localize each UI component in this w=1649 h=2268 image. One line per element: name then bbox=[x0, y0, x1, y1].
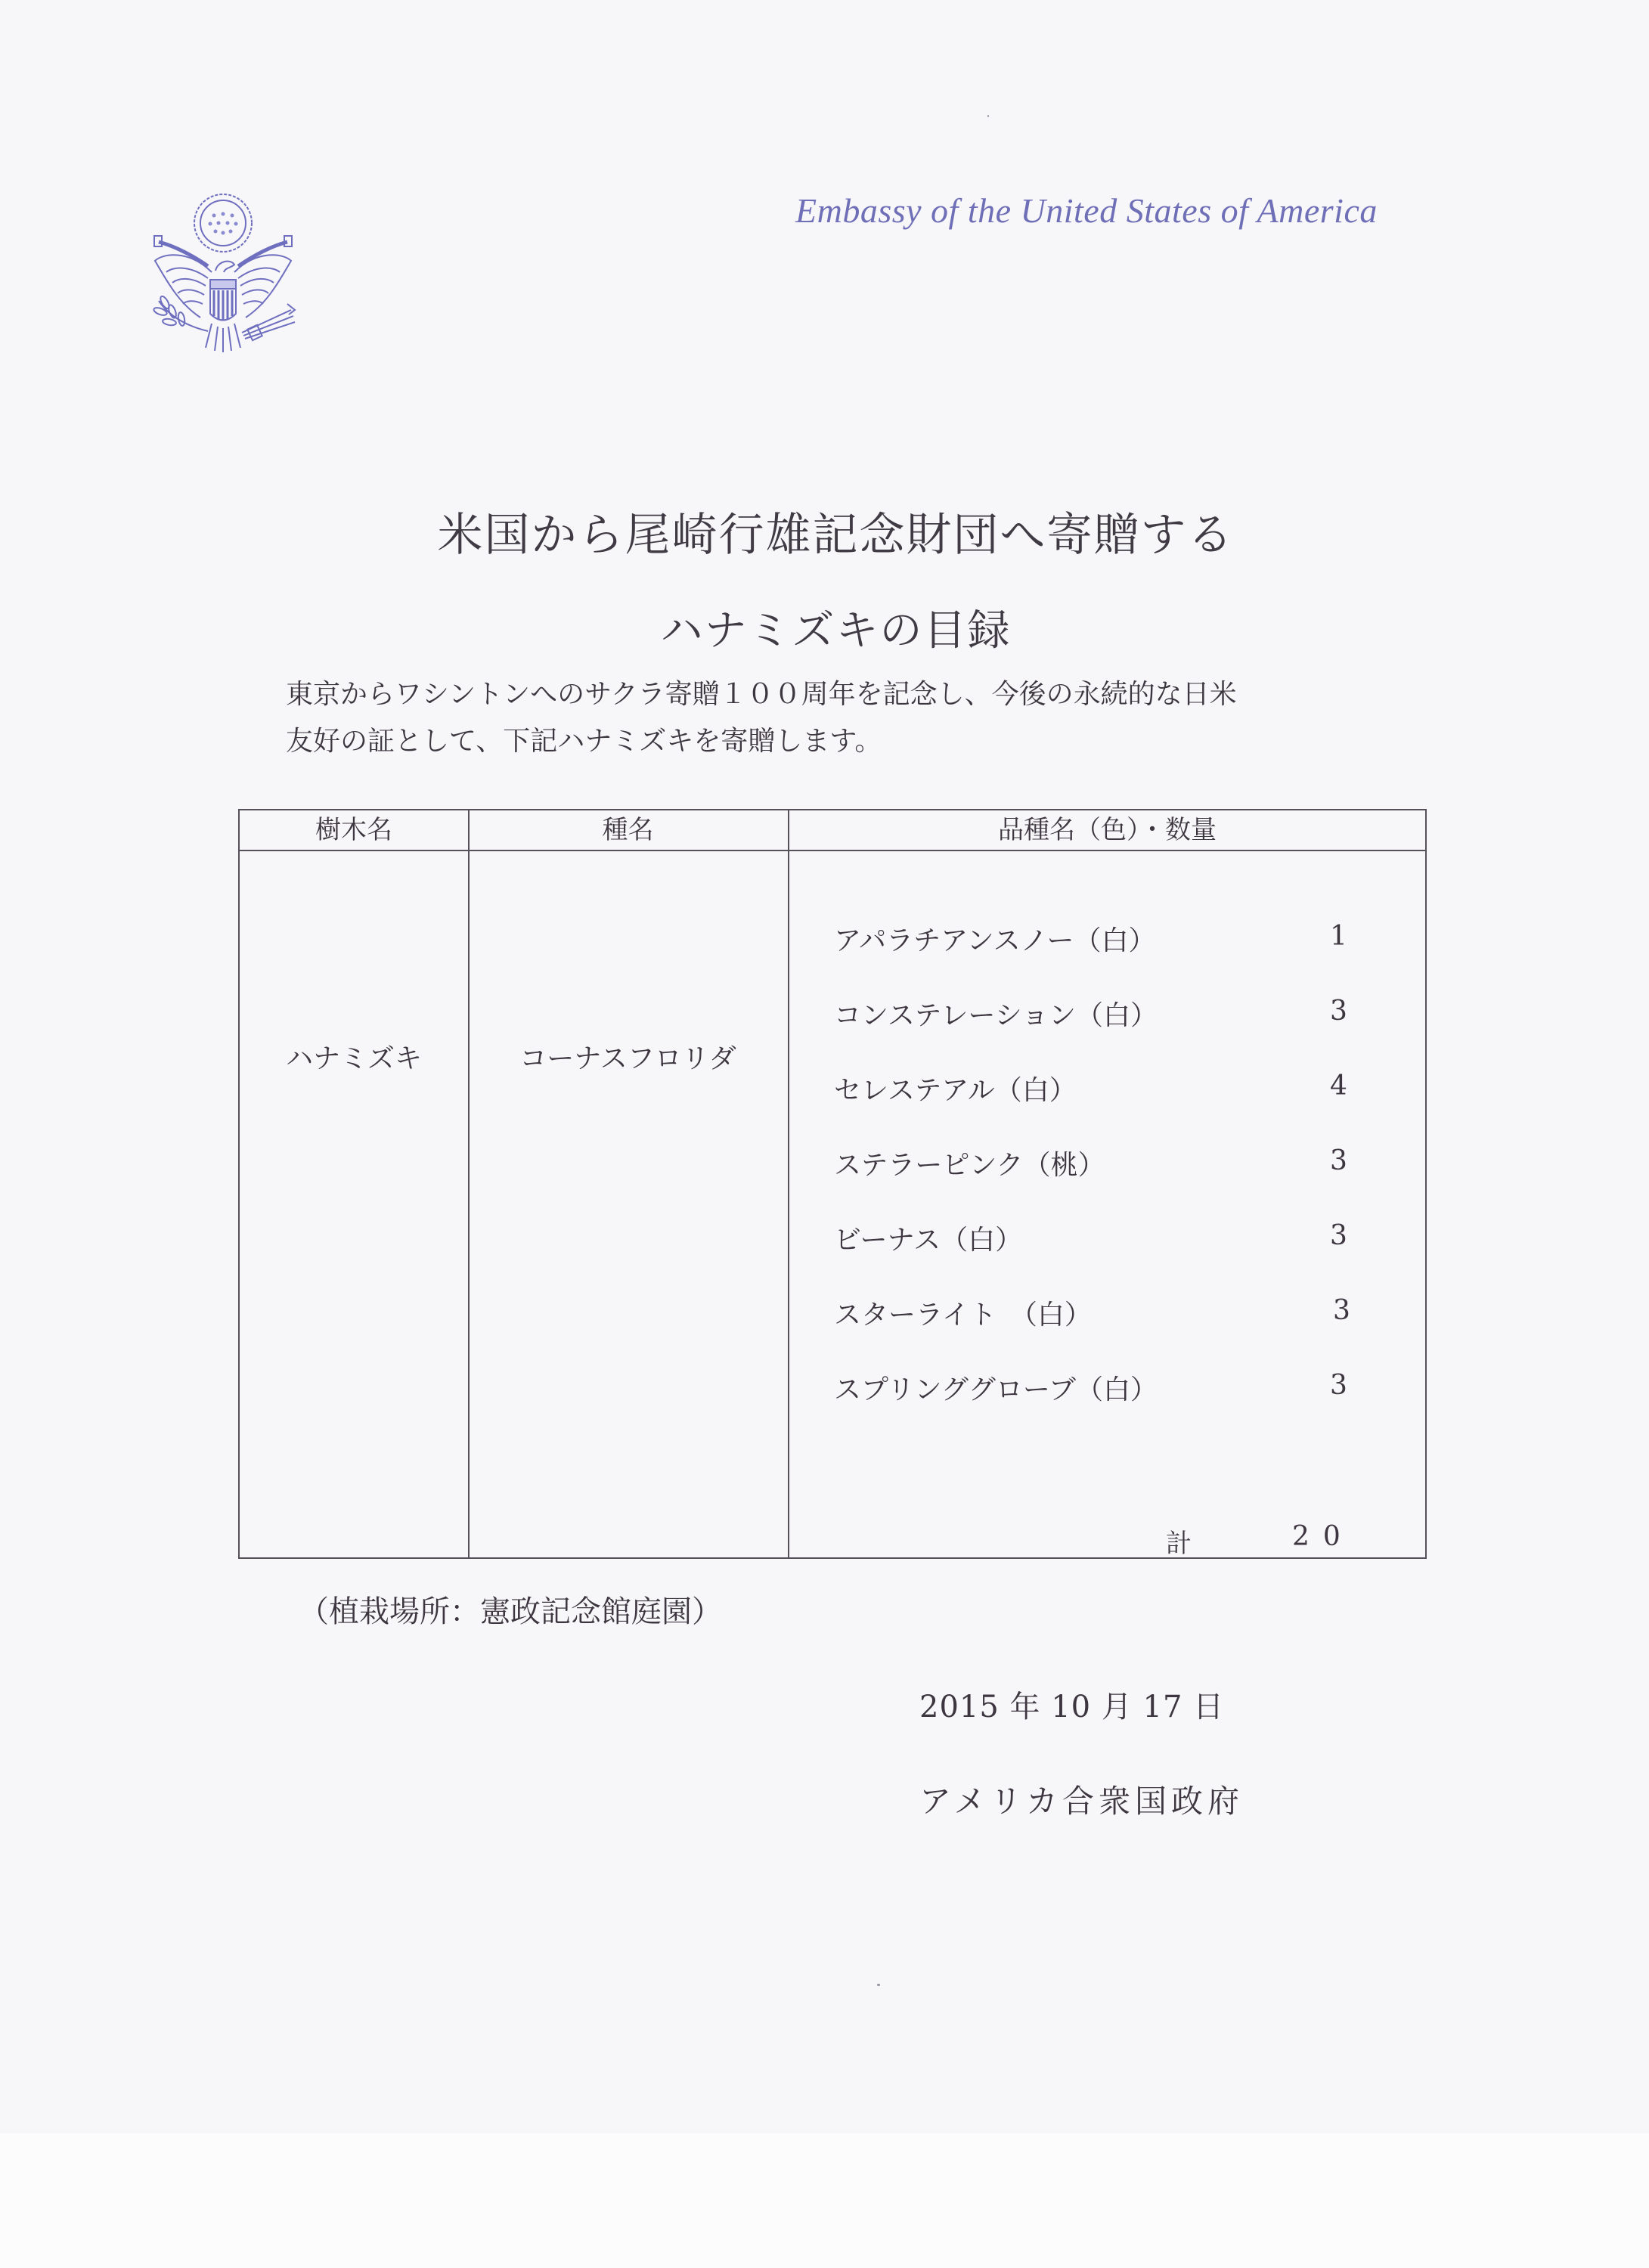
variety-row bbox=[834, 1294, 1378, 1368]
great-seal-eagle-icon bbox=[136, 189, 310, 355]
column-header-variety-quantity: 品種名（色）・数量 bbox=[998, 815, 1217, 845]
document-subtitle: ハナミズキの目録 bbox=[660, 606, 1012, 655]
variety-row bbox=[834, 1069, 1378, 1144]
variety-name: ステラーピンク（桃） bbox=[834, 1150, 1105, 1181]
variety-name: スターライト （白） bbox=[834, 1300, 1092, 1331]
variety-row bbox=[834, 1368, 1378, 1443]
variety-row bbox=[834, 1219, 1378, 1294]
intro-line-1: 東京からワシントンへのサクラ寄贈１００周年を記念し、今後の永続的な日米 bbox=[286, 679, 1237, 710]
cell-species: コーナスフロリダ bbox=[519, 1043, 736, 1074]
variety-quantity: 3 bbox=[1330, 1220, 1347, 1251]
variety-quantity: 3 bbox=[1330, 1370, 1347, 1401]
variety-quantity: 4 bbox=[1330, 1070, 1347, 1101]
total-label: 計 bbox=[1166, 1529, 1192, 1559]
variety-row bbox=[834, 1144, 1378, 1219]
glory-circle bbox=[194, 194, 252, 252]
scan-bottom-band bbox=[0, 2133, 1649, 2268]
scan-speck bbox=[877, 1984, 880, 1986]
intro-paragraph bbox=[286, 671, 1420, 765]
column-header-species: 種名 bbox=[602, 815, 654, 845]
scan-speck bbox=[987, 115, 989, 117]
variety-name: スプリンググローブ（白） bbox=[834, 1374, 1158, 1405]
variety-list bbox=[834, 919, 1378, 1443]
variety-quantity: 1 bbox=[1330, 921, 1347, 952]
signatory: アメリカ合衆国政府 bbox=[919, 1783, 1244, 1820]
variety-row bbox=[834, 994, 1378, 1069]
embassy-name: Embassy of the United States of America bbox=[795, 191, 1378, 230]
document-date: 2015 年 10 月 17 日 bbox=[919, 1690, 1225, 1724]
variety-quantity: 3 bbox=[1330, 996, 1347, 1027]
column-divider bbox=[788, 810, 789, 1557]
column-divider bbox=[468, 810, 470, 1557]
variety-name: セレステアル（白） bbox=[834, 1075, 1077, 1106]
document-title: 米国から尾崎行雄記念財団へ寄贈する bbox=[437, 509, 1235, 562]
column-header-tree-name: 樹木名 bbox=[315, 815, 392, 845]
variety-quantity: 3 bbox=[1330, 1145, 1347, 1176]
intro-line-2: 友好の証として、下記ハナミズキを寄贈します。 bbox=[286, 726, 882, 757]
total-value: 20 bbox=[1292, 1521, 1354, 1552]
variety-quantity: 3 bbox=[1333, 1295, 1350, 1326]
variety-name: アパラチアンスノー（白） bbox=[834, 925, 1156, 956]
variety-row bbox=[834, 919, 1378, 994]
planting-site-note: （植栽場所：憲政記念館庭園） bbox=[299, 1594, 722, 1629]
header-divider bbox=[240, 850, 1425, 851]
variety-name: コンステレーション（白） bbox=[834, 1000, 1158, 1031]
gift-inventory-table bbox=[238, 809, 1427, 1559]
cell-tree-name: ハナミズキ bbox=[285, 1043, 422, 1074]
variety-name: ビーナス（白） bbox=[834, 1225, 1023, 1256]
